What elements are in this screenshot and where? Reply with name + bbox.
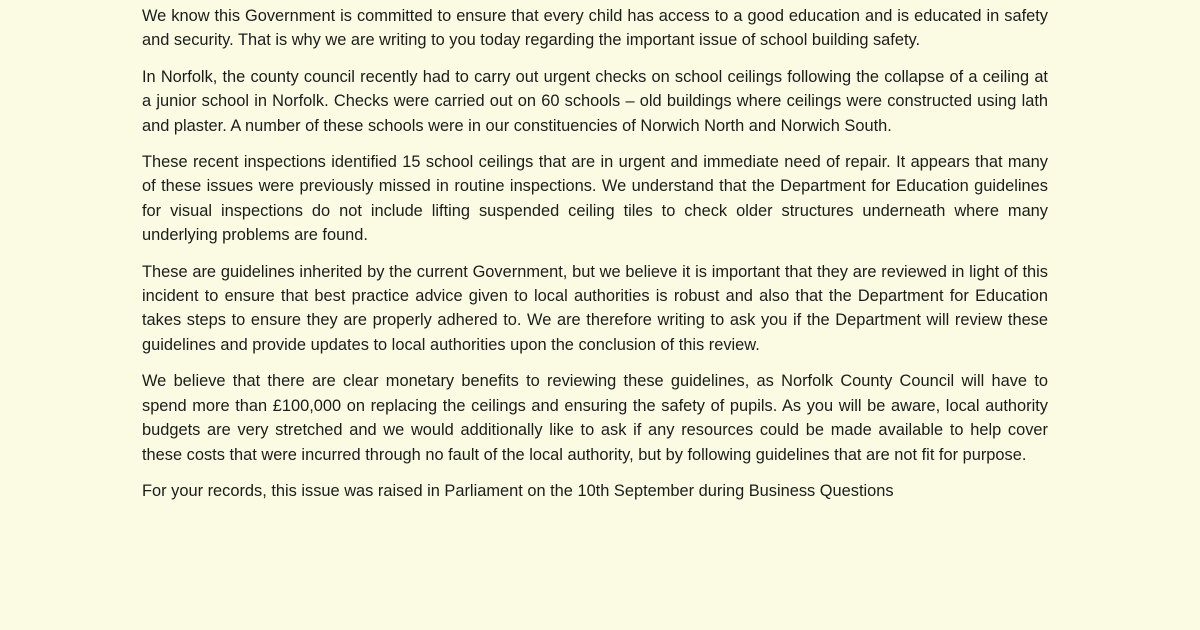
paragraph-government-commitment: We know this Government is committed to ensure that every child has access to a good education and is educated in safety and security. That is why we are writing to you today regarding the important issue of school building safety. [142, 7, 1048, 50]
letter-body [142, 4, 1048, 503]
paragraph-norfolk-checks: In Norfolk, the county council recently had to carry out urgent checks on school ceilings following the collapse of a ceiling at a junior school in Norfolk. Checks were carried out on 60 schools – old buildings where ceilings were constructed using lath and plaster. A number of these schools were in our constituencies of Norwich North and Norwich South. [142, 67, 1048, 135]
paragraph-guidelines-review: These are guidelines inherited by the current Government, but we believe it is important that they are reviewed in light of this incident to ensure that best practice advice given to local authorities is robust and also that the Department for Education takes steps to ensure they are properly adhered to. We are therefore writing to ask you if the Department will review these guidelines and provide updates to local authorities upon the conclusion of this review. [142, 262, 1048, 354]
paragraph-monetary-benefits: We believe that there are clear monetary benefits to reviewing these guidelines, as Norfolk County Council will have to spend more than £100,000 on replacing the ceilings and ensuring the safety of pupils. As you will be aware, local authority budgets are very stretched and we would additionally like to ask if any resources could be made available to help cover these costs that were incurred through no fault of the local authority, but by following guidelines that are not fit for purpose. [142, 372, 1048, 464]
paragraph-inspection-findings: These recent inspections identified 15 school ceilings that are in urgent and immediate need of repair. It appears that many of these issues were previously missed in routine inspections. We understand that the Department for Education guidelines for visual inspections do not include lifting suspended ceiling tiles to check older structures underneath where many underlying problems are found. [142, 153, 1048, 245]
paragraph-parliament-record: For your records, this issue was raised in Parliament on the 10th September during Business Questions [142, 481, 894, 500]
